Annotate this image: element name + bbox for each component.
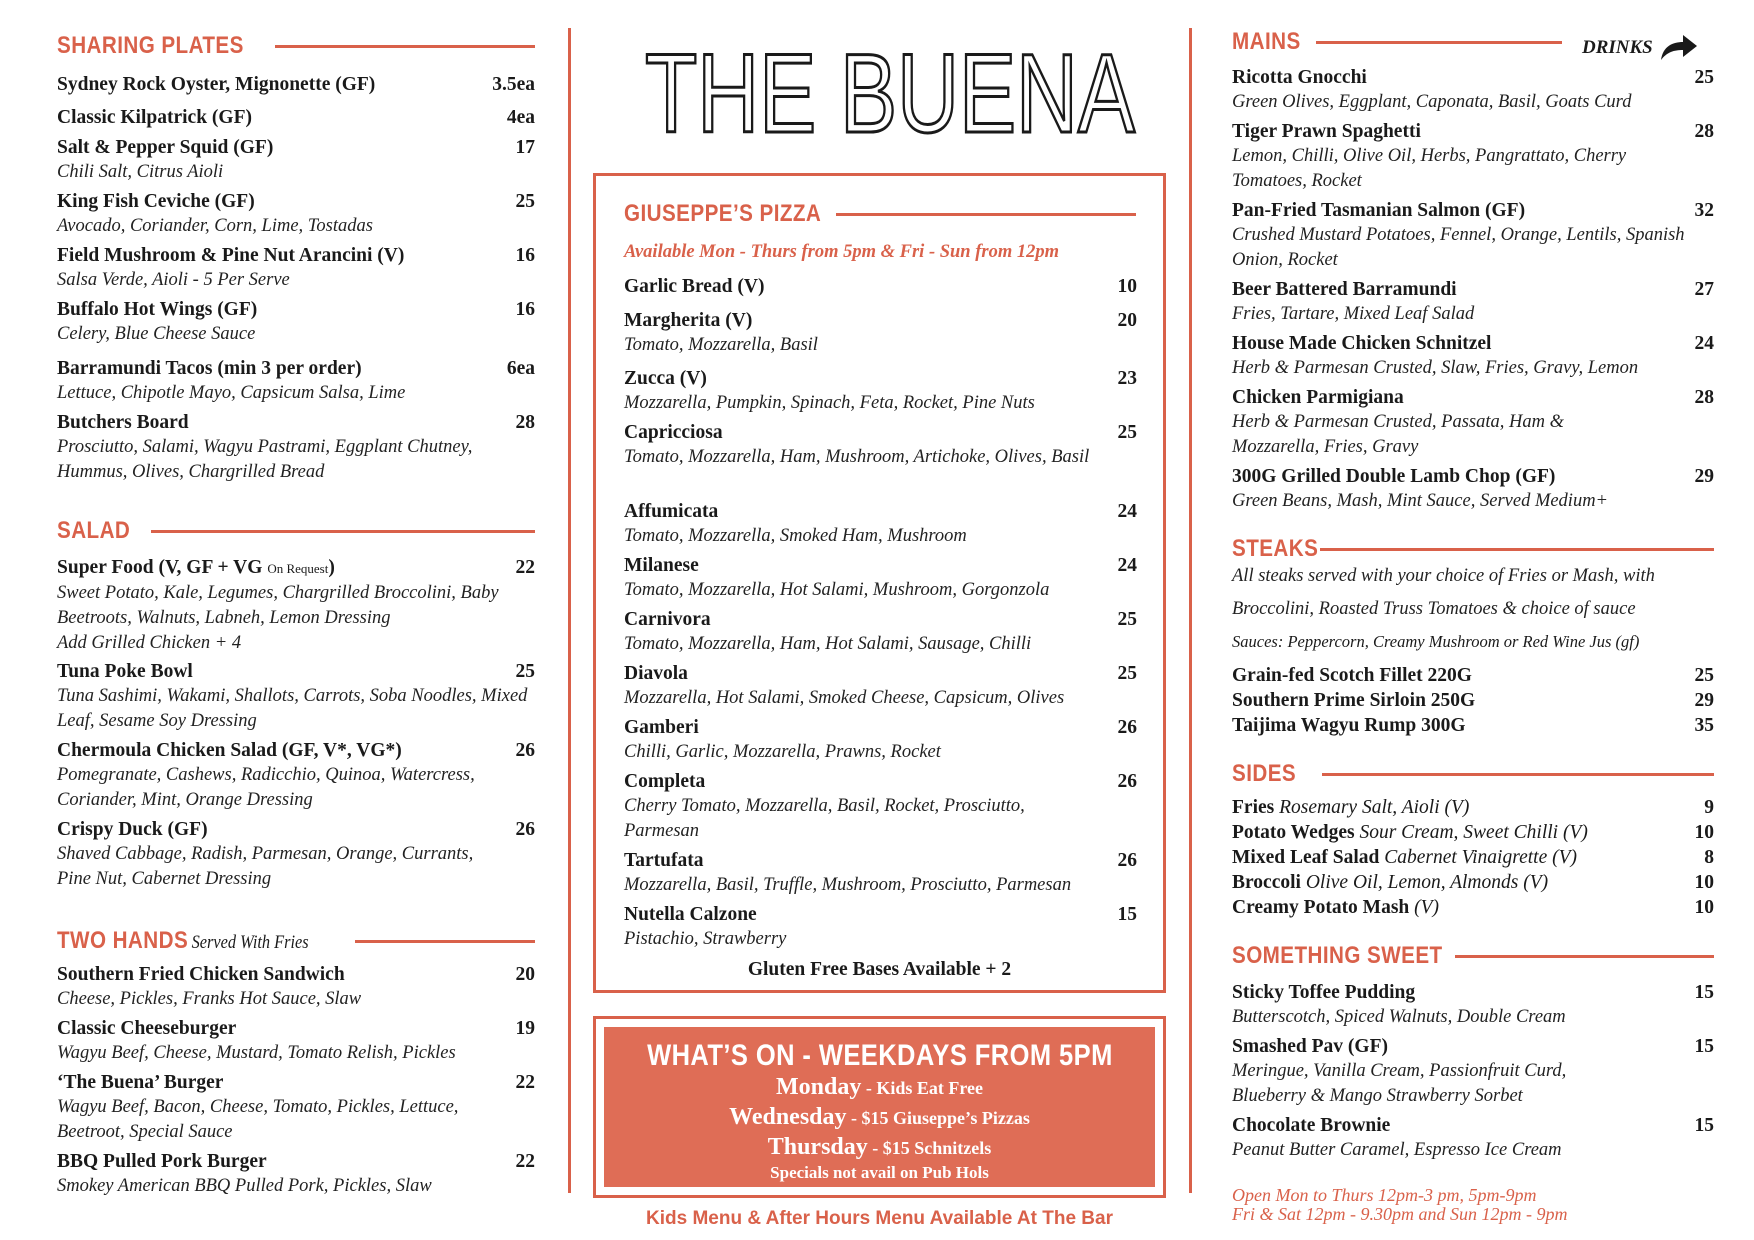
pizza-availability: Available Mon - Thurs from 5pm & Fri - Sun from 12pm <box>624 242 1059 262</box>
column-divider-left <box>568 28 571 1193</box>
menu-item <box>624 607 1137 657</box>
section-rule <box>1320 548 1714 551</box>
item-description: Smokey American BBQ Pulled Pork, Pickles, Slaw <box>57 1176 432 1196</box>
menu-item <box>1232 688 1714 713</box>
item-price: 16 <box>515 245 535 266</box>
menu-item <box>1232 119 1714 194</box>
menu-item <box>57 962 535 1012</box>
item-description: Green Olives, Eggplant, Caponata, Basil, Goats Curd <box>1232 92 1632 112</box>
whats-on-banner <box>604 1027 1155 1187</box>
menu-item <box>1232 464 1714 514</box>
item-description: Cheese, Pickles, Franks Hot Sauce, Slaw <box>57 989 362 1009</box>
side-description: Rosemary Salt, Aioli (V) <box>1274 797 1470 818</box>
item-price: 15 <box>1694 1036 1714 1057</box>
item-price: 24 <box>1117 501 1137 522</box>
section-header-two-hands <box>57 927 535 955</box>
steaks-intro: All steaks served with your choice of Fries or Mash, with Broccolini, Roasted Truss Tomatoes & choice of sauce <box>1232 566 1655 619</box>
item-price: 10 <box>1694 822 1714 843</box>
menu-item <box>624 848 1137 898</box>
item-name: Tiger Prawn Spaghetti <box>1232 121 1421 142</box>
item-description: Crushed Mustard Potatoes, Fennel, Orange, Lentils, Spanish Onion, Rocket <box>1232 225 1685 270</box>
menu-item <box>57 135 535 185</box>
item-price: 25 <box>1694 665 1714 686</box>
menu-item <box>57 1016 535 1066</box>
item-name: Pan-Fried Tasmanian Salmon (GF) <box>1232 200 1526 221</box>
item-name: Crispy Duck (GF) <box>57 819 208 840</box>
menu-item <box>1232 663 1714 688</box>
section-title-sweet: SOMETHING SWEET <box>1232 942 1443 969</box>
side-description: Cabernet Vinaigrette (V) <box>1379 847 1578 868</box>
side-name: Broccoli <box>1232 872 1301 893</box>
menu-item <box>57 410 535 485</box>
item-description: Herb & Parmesan Crusted, Slaw, Fries, Gravy, Lemon <box>1232 358 1639 378</box>
item-name: ‘The Buena’ Burger <box>57 1072 224 1093</box>
item-description: Chilli, Garlic, Mozzarella, Prawns, Rocket <box>624 742 941 762</box>
item-price: 4ea <box>506 107 535 128</box>
section-header-sharing <box>57 32 535 60</box>
hours-line: Fri & Sat 12pm - 9.30pm and Sun 12pm - 9pm <box>1232 1204 1568 1224</box>
item-price: 15 <box>1117 904 1137 925</box>
menu-item <box>1232 277 1714 327</box>
item-description: Cherry Tomato, Mozzarella, Basil, Rocket, Prosciutto, Parmesan <box>624 796 1025 841</box>
item-name: Southern Prime Sirloin 250G <box>1232 690 1476 711</box>
menu-item <box>1232 65 1714 115</box>
item-price: 26 <box>515 740 535 761</box>
item-price: 20 <box>1117 310 1137 331</box>
section-title-two-hands <box>57 927 315 955</box>
item-name: Gamberi <box>624 717 699 738</box>
item-name: Southern Fried Chicken Sandwich <box>57 964 345 985</box>
item-description: Tomato, Mozzarella, Ham, Mushroom, Artichoke, Olives, Basil <box>624 447 1090 467</box>
drinks-label: DRINKS <box>1582 37 1653 58</box>
menu-item <box>57 297 535 347</box>
two-hands-title: TWO HANDS <box>57 927 189 954</box>
whats-on-day: Wednesday <box>729 1104 847 1130</box>
item-description: Wagyu Beef, Bacon, Cheese, Tomato, Pickles, Lettuce, Beetroot, Special Sauce <box>57 1097 459 1142</box>
menu-item <box>624 366 1137 416</box>
pizza-footer: Gluten Free Bases Available + 2 <box>747 959 1012 980</box>
column-divider-right <box>1189 28 1192 1193</box>
menu-item <box>1232 820 1714 845</box>
item-name: Nutella Calzone <box>624 904 757 925</box>
item-name <box>1232 870 1714 895</box>
menu-item <box>57 817 535 892</box>
item-description: Tomato, Mozzarella, Hot Salami, Mushroom, Gorgonzola <box>624 580 1050 600</box>
item-price: 17 <box>515 137 535 158</box>
item-name-text: Super Food (V, GF + VG <box>57 557 263 578</box>
menu-item <box>624 661 1137 711</box>
menu-item <box>1232 845 1714 870</box>
item-name: Buffalo Hot Wings (GF) <box>57 299 258 320</box>
menu-item <box>1232 895 1714 920</box>
item-price: 25 <box>1117 609 1137 630</box>
item-description: Salsa Verde, Aioli - 5 Per Serve <box>57 270 290 290</box>
item-price: 22 <box>515 1072 535 1093</box>
item-description: Prosciutto, Salami, Wagyu Pastrami, Eggplant Chutney, Hummus, Olives, Chargrilled Bread <box>57 437 473 482</box>
side-description: (V) <box>1409 897 1440 918</box>
item-description: Tomato, Mozzarella, Ham, Hot Salami, Sausage, Chilli <box>624 634 1032 654</box>
item-price: 27 <box>1694 279 1714 300</box>
brand-logo <box>640 40 1140 145</box>
item-name: Completa <box>624 771 706 792</box>
menu-item <box>1232 795 1714 820</box>
item-name-note: On Request <box>267 561 329 576</box>
item-name: BBQ Pulled Pork Burger <box>57 1151 267 1172</box>
section-title-sides: SIDES <box>1232 760 1297 787</box>
item-description: Mozzarella, Basil, Truffle, Mushroom, Prosciutto, Parmesan <box>624 875 1072 895</box>
whats-on-offer: - $15 Schnitzels <box>867 1138 992 1158</box>
menu-item <box>624 715 1137 765</box>
item-description: Shaved Cabbage, Radish, Parmesan, Orange, Currants, Pine Nut, Cabernet Dressing <box>57 844 474 889</box>
menu-item <box>57 1070 535 1145</box>
item-price: 23 <box>1117 368 1137 389</box>
menu-item <box>624 902 1137 952</box>
item-name: Salt & Pepper Squid (GF) <box>57 137 274 158</box>
whats-on-title: WHAT’S ON - WEEKDAYS FROM 5PM <box>646 1039 1113 1072</box>
section-rule <box>355 940 535 943</box>
section-title-mains: MAINS <box>1232 28 1301 55</box>
whats-on-panel <box>593 1016 1166 1198</box>
item-name: Taijima Wagyu Rump 300G <box>1232 715 1466 736</box>
item-description: Sweet Potato, Kale, Legumes, Chargrilled Broccolini, Baby Beetroots, Walnuts, Labneh, Lemon Dressing <box>57 583 499 628</box>
item-price: 28 <box>515 412 535 433</box>
item-name: Butchers Board <box>57 412 189 433</box>
arrow-right-icon <box>1657 32 1699 64</box>
item-name: Milanese <box>624 555 699 576</box>
item-name: Chocolate Brownie <box>1232 1115 1391 1136</box>
menu-item <box>57 189 535 239</box>
item-price: 29 <box>1694 466 1714 487</box>
kids-menu-note: Kids Menu & After Hours Menu Available At The Bar <box>646 1208 1113 1229</box>
item-price: 19 <box>515 1018 535 1039</box>
item-name: Grain-fed Scotch Fillet 220G <box>1232 665 1472 686</box>
menu-item <box>57 356 535 406</box>
menu-item <box>624 769 1137 844</box>
whats-on-day: Thursday <box>767 1134 868 1160</box>
item-name: Beer Battered Barramundi <box>1232 279 1457 300</box>
menu-item <box>57 738 535 813</box>
whats-on-note: Specials not avail on Pub Hols <box>770 1163 989 1182</box>
item-name: Zucca (V) <box>624 368 707 389</box>
whats-on-day: Monday <box>775 1074 862 1100</box>
item-name <box>1232 845 1714 870</box>
item-price: 3.5ea <box>492 74 535 95</box>
item-price: 25 <box>515 191 535 212</box>
section-header-mains <box>1232 28 1562 56</box>
menu-item <box>1232 331 1714 381</box>
section-header-sweet <box>1232 942 1714 970</box>
item-price: 28 <box>1694 387 1714 408</box>
item-price: 26 <box>1117 717 1137 738</box>
item-price: 26 <box>515 819 535 840</box>
item-name: Tartufata <box>624 850 704 871</box>
item-name: Carnivora <box>624 609 711 630</box>
menu-item <box>57 105 535 130</box>
item-name: Chermoula Chicken Salad (GF, V*, VG*) <box>57 740 402 761</box>
section-title-salad: SALAD <box>57 517 131 544</box>
side-name: Mixed Leaf Salad <box>1232 847 1380 868</box>
menu-item <box>624 274 1137 299</box>
pizza-panel <box>593 173 1166 993</box>
item-name: Diavola <box>624 663 688 684</box>
item-description: Mozzarella, Hot Salami, Smoked Cheese, Capsicum, Olives <box>624 688 1065 708</box>
menu-item <box>57 555 535 656</box>
side-name: Fries <box>1232 797 1275 818</box>
item-price: 24 <box>1694 333 1714 354</box>
menu-item <box>1232 1034 1714 1109</box>
item-description: Avocado, Coriander, Corn, Lime, Tostadas <box>57 216 373 236</box>
item-name <box>1232 895 1714 920</box>
item-description: Tomato, Mozzarella, Basil <box>624 335 818 355</box>
item-extra: Add Grilled Chicken + 4 <box>57 633 242 653</box>
item-price: 25 <box>1694 67 1714 88</box>
item-price: 22 <box>515 557 535 578</box>
item-price: 15 <box>1694 1115 1714 1136</box>
item-price: 24 <box>1117 555 1137 576</box>
menu-item <box>57 243 535 293</box>
item-name: Margherita (V) <box>624 310 753 331</box>
item-price: 25 <box>1117 422 1137 443</box>
item-price: 15 <box>1694 982 1714 1003</box>
whats-on-line <box>604 1133 1155 1163</box>
item-name: Smashed Pav (GF) <box>1232 1036 1388 1057</box>
item-description: Wagyu Beef, Cheese, Mustard, Tomato Relish, Pickles <box>57 1043 456 1063</box>
drinks-link[interactable] <box>1582 32 1699 64</box>
menu-item <box>1232 870 1714 895</box>
item-price: 16 <box>515 299 535 320</box>
item-description: Pistachio, Strawberry <box>624 929 787 949</box>
menu-item <box>1232 198 1714 273</box>
menu-item <box>624 420 1137 470</box>
item-price: 25 <box>515 661 535 682</box>
item-name: House Made Chicken Schnitzel <box>1232 333 1492 354</box>
item-description: Mozzarella, Pumpkin, Spinach, Feta, Rocket, Pine Nuts <box>624 393 1035 413</box>
item-description: Tomato, Mozzarella, Smoked Ham, Mushroom <box>624 526 967 546</box>
section-title-steaks: STEAKS <box>1232 535 1319 562</box>
menu-item <box>1232 385 1714 460</box>
item-description: Fries, Tartare, Mixed Leaf Salad <box>1232 304 1475 324</box>
item-description: Pomegranate, Cashews, Radicchio, Quinoa, Watercress, Coriander, Mint, Orange Dressing <box>57 765 475 810</box>
item-name: Field Mushroom & Pine Nut Arancini (V) <box>57 245 405 266</box>
item-description: Tuna Sashimi, Wakami, Shallots, Carrots, Soba Noodles, Mixed Leaf, Sesame Soy Dressing <box>57 686 528 731</box>
menu-item <box>57 1149 535 1199</box>
item-name: Affumicata <box>624 501 719 522</box>
whats-on-offer: - Kids Eat Free <box>861 1078 983 1098</box>
section-rule <box>1316 41 1562 44</box>
section-rule <box>151 530 535 533</box>
menu-item <box>1232 1113 1714 1163</box>
item-price: 35 <box>1694 715 1714 736</box>
side-description: Olive Oil, Lemon, Almonds (V) <box>1300 872 1549 893</box>
item-description: Butterscotch, Spiced Walnuts, Double Cream <box>1232 1007 1566 1027</box>
section-title-sharing: SHARING PLATES <box>57 32 244 59</box>
item-price: 8 <box>1704 847 1714 868</box>
item-description: Celery, Blue Cheese Sauce <box>57 324 256 344</box>
section-rule <box>275 45 535 48</box>
section-header-salad <box>57 517 535 545</box>
menu-item <box>57 72 535 97</box>
item-description: Herb & Parmesan Crusted, Passata, Ham & Mozzarella, Fries, Gravy <box>1232 412 1564 457</box>
section-title-pizza: GIUSEPPE’S PIZZA <box>624 200 822 227</box>
item-name: Barramundi Tacos (min 3 per order) <box>57 358 362 379</box>
item-name: Ricotta Gnocchi <box>1232 67 1367 88</box>
whats-on-line <box>604 1103 1155 1133</box>
item-name: Classic Cheeseburger <box>57 1018 237 1039</box>
item-name: Sticky Toffee Pudding <box>1232 982 1416 1003</box>
item-name: 300G Grilled Double Lamb Chop (GF) <box>1232 466 1556 487</box>
item-name: Garlic Bread (V) <box>624 276 765 297</box>
item-price: 25 <box>1117 663 1137 684</box>
menu-item <box>624 308 1137 358</box>
brand-title: THE BUENA <box>645 40 1136 145</box>
item-price: 29 <box>1694 690 1714 711</box>
menu-item <box>624 553 1137 603</box>
side-name: Potato Wedges <box>1232 822 1355 843</box>
item-description: Lemon, Chilli, Olive Oil, Herbs, Pangrattato, Cherry Tomatoes, Rocket <box>1232 146 1627 191</box>
item-description: Lettuce, Chipotle Mayo, Capsicum Salsa, Lime <box>57 383 406 403</box>
item-price: 10 <box>1694 872 1714 893</box>
steaks-sauces: Sauces: Peppercorn, Creamy Mushroom or Red Wine Jus (gf) <box>1232 632 1640 651</box>
item-name: King Fish Ceviche (GF) <box>57 191 255 212</box>
item-name: Classic Kilpatrick (GF) <box>57 107 252 128</box>
menu-item <box>624 499 1137 549</box>
item-price: 32 <box>1694 200 1714 221</box>
item-description: Chili Salt, Citrus Aioli <box>57 162 224 182</box>
section-rule <box>1455 955 1714 958</box>
item-price: 26 <box>1117 850 1137 871</box>
whats-on-line <box>604 1073 1155 1103</box>
two-hands-subtitle: Served With Fries <box>191 932 309 953</box>
section-rule <box>836 213 1136 216</box>
item-price: 9 <box>1704 797 1714 818</box>
item-name: Tuna Poke Bowl <box>57 661 193 682</box>
section-header-sides <box>1232 760 1714 788</box>
item-name <box>1232 795 1714 820</box>
menu-item <box>1232 980 1714 1030</box>
item-name: Sydney Rock Oyster, Mignonette (GF) <box>57 74 376 95</box>
side-name: Creamy Potato Mash <box>1232 897 1410 918</box>
item-price: 26 <box>1117 771 1137 792</box>
item-name: Chicken Parmigiana <box>1232 387 1404 408</box>
item-price: 10 <box>1694 897 1714 918</box>
menu-item <box>1232 713 1714 738</box>
item-name-close: ) <box>328 557 335 578</box>
item-name: Capricciosa <box>624 422 723 443</box>
hours-line: Open Mon to Thurs 12pm-3 pm, 5pm-9pm <box>1232 1185 1537 1205</box>
item-price: 20 <box>515 964 535 985</box>
item-description: Peanut Butter Caramel, Espresso Ice Cream <box>1232 1140 1562 1160</box>
item-description: Green Beans, Mash, Mint Sauce, Served Medium+ <box>1232 491 1609 511</box>
side-description: Sour Cream, Sweet Chilli (V) <box>1354 822 1588 843</box>
item-description: Meringue, Vanilla Cream, Passionfruit Curd, Blueberry & Mango Strawberry Sorbet <box>1232 1061 1567 1106</box>
item-price: 28 <box>1694 121 1714 142</box>
section-header-pizza <box>624 200 1136 228</box>
item-price: 6ea <box>506 358 535 379</box>
section-rule <box>1322 773 1714 776</box>
menu-item <box>57 659 535 734</box>
opening-hours <box>1232 1186 1568 1224</box>
item-name <box>1232 820 1714 845</box>
section-header-steaks <box>1232 535 1714 563</box>
item-price: 10 <box>1117 276 1137 297</box>
item-price: 22 <box>515 1151 535 1172</box>
item-name <box>57 555 535 581</box>
whats-on-offer: - $15 Giuseppe’s Pizzas <box>846 1108 1030 1128</box>
